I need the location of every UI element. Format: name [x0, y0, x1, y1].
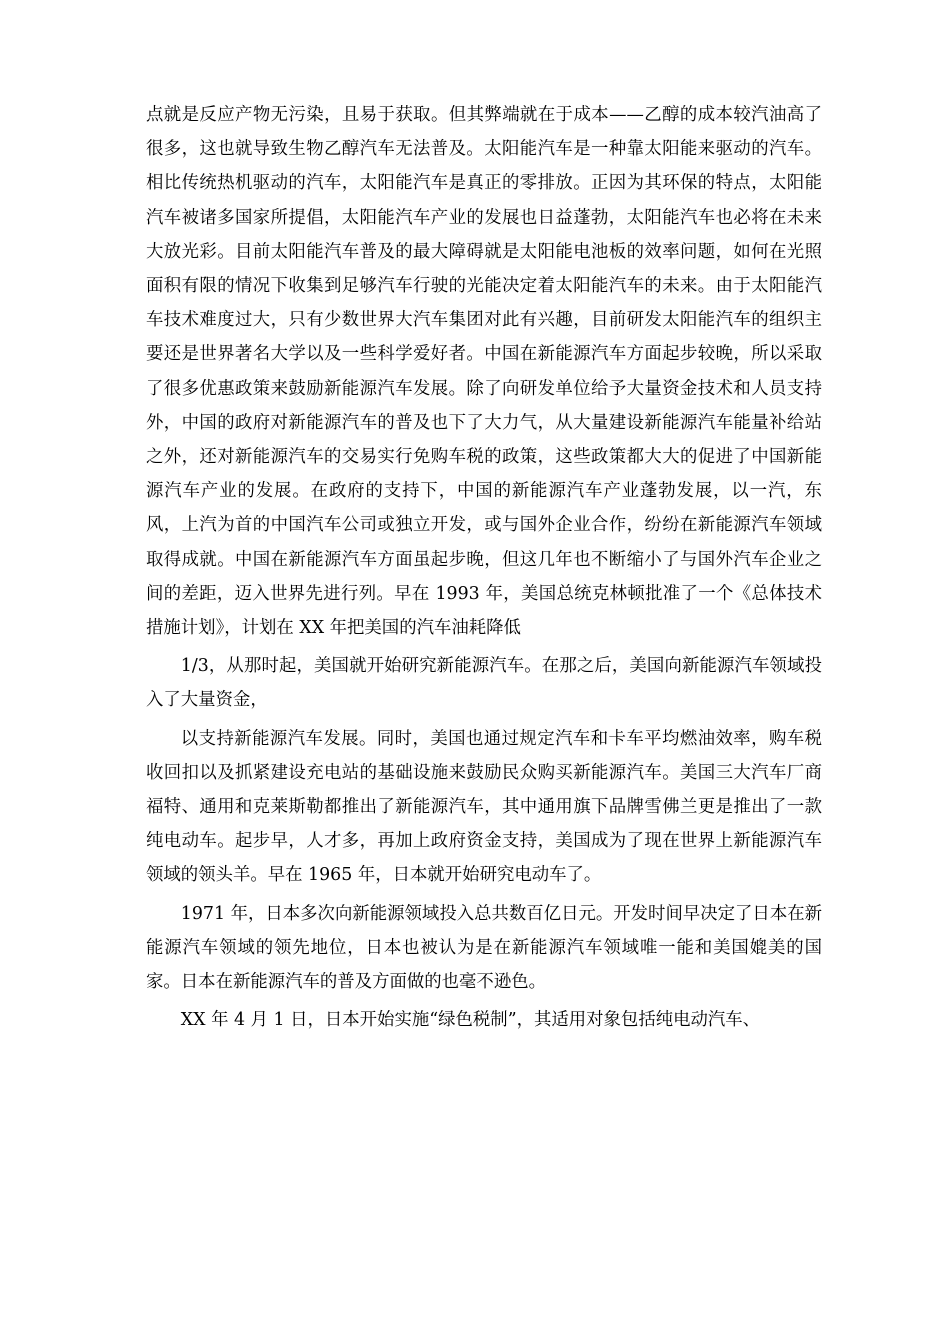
body-paragraph-4: 1971 年，日本多次向新能源领域投入总共数百亿日元。开发时间早决定了日本在新能源汽车领域的领先地位，日本也被认为是在新能源汽车领域唯一能和美国媲美的国家。日本在新能源汽车的普及方面做的也毫不逊色。: [146, 903, 822, 993]
document-page: [146, 98, 822, 1037]
body-paragraph-2: 1/3，从那时起，美国就开始研究新能源汽车。在那之后，美国向新能源汽车领域投入了大量资金，: [146, 656, 822, 711]
body-paragraph-1: 点就是反应产物无污染，且易于获取。但其弊端就在于成本——乙醇的成本较汽油高了很多，这也就导致生物乙醇汽车无法普及。太阳能汽车是一种靠太阳能来驱动的汽车。相比传统热机驱动的汽车，太阳能汽车是真正的零排放。正因为其环保的特点，太阳能汽车被诸多国家所提倡，太阳能汽车产业的发展也日益蓬勃，太阳能汽车也必将在未来大放光彩。目前太阳能汽车普及的最大障碍就是太阳能电池板的效率问题，如何在光照面积有限的情况下收集到足够汽车行驶的光能决定着太阳能汽车的未来。由于太阳能汽车技术难度过大，只有少数世界大汽车集团对此有兴趣，目前研发太阳能汽车的组织主要还是世界著名大学以及一些科学爱好者。中国在新能源汽车方面起步较晚，所以采取了很多优惠政策来鼓励新能源汽车发展。除了向研发单位给予大量资金技术和人员支持外，中国的政府对新能源汽车的普及也下了大力气，从大量建设新能源汽车能量补给站之外，还对新能源汽车的交易实行免购车税的政策，这些政策都大大的促进了中国新能源汽车产业的发展。在政府的支持下，中国的新能源汽车产业蓬勃发展，以一汽，东风，上汽为首的中国汽车公司或独立开发，或与国外企业合作，纷纷在新能源汽车领域取得成就。中国在新能源汽车方面虽起步晚，但这几年也不断缩小了与国外汽车企业之间的差距，迈入世界先进行列。早在 1993 年，美国总统克林顿批准了一个《总体技术措施计划》，计划在 XX 年把美国的汽车油耗降低: [146, 105, 822, 639]
body-paragraph-3: 以支持新能源汽车发展。同时，美国也通过规定汽车和卡车平均燃油效率，购车税收回扣以及抓紧建设充电站的基础设施来鼓励民众购买新能源汽车。美国三大汽车厂商福特、通用和克莱斯勒都推出了新能源汽车，其中通用旗下品牌雪佛兰更是推出了一款纯电动车。起步早，人才多，再加上政府资金支持，美国成为了现在世界上新能源汽车领域的领头羊。早在 1965 年，日本就开始研究电动车了。: [146, 728, 822, 886]
body-paragraph-5: XX 年 4 月 1 日，日本开始实施“绿色税制”，其适用对象包括纯电动汽车、: [180, 1010, 761, 1031]
